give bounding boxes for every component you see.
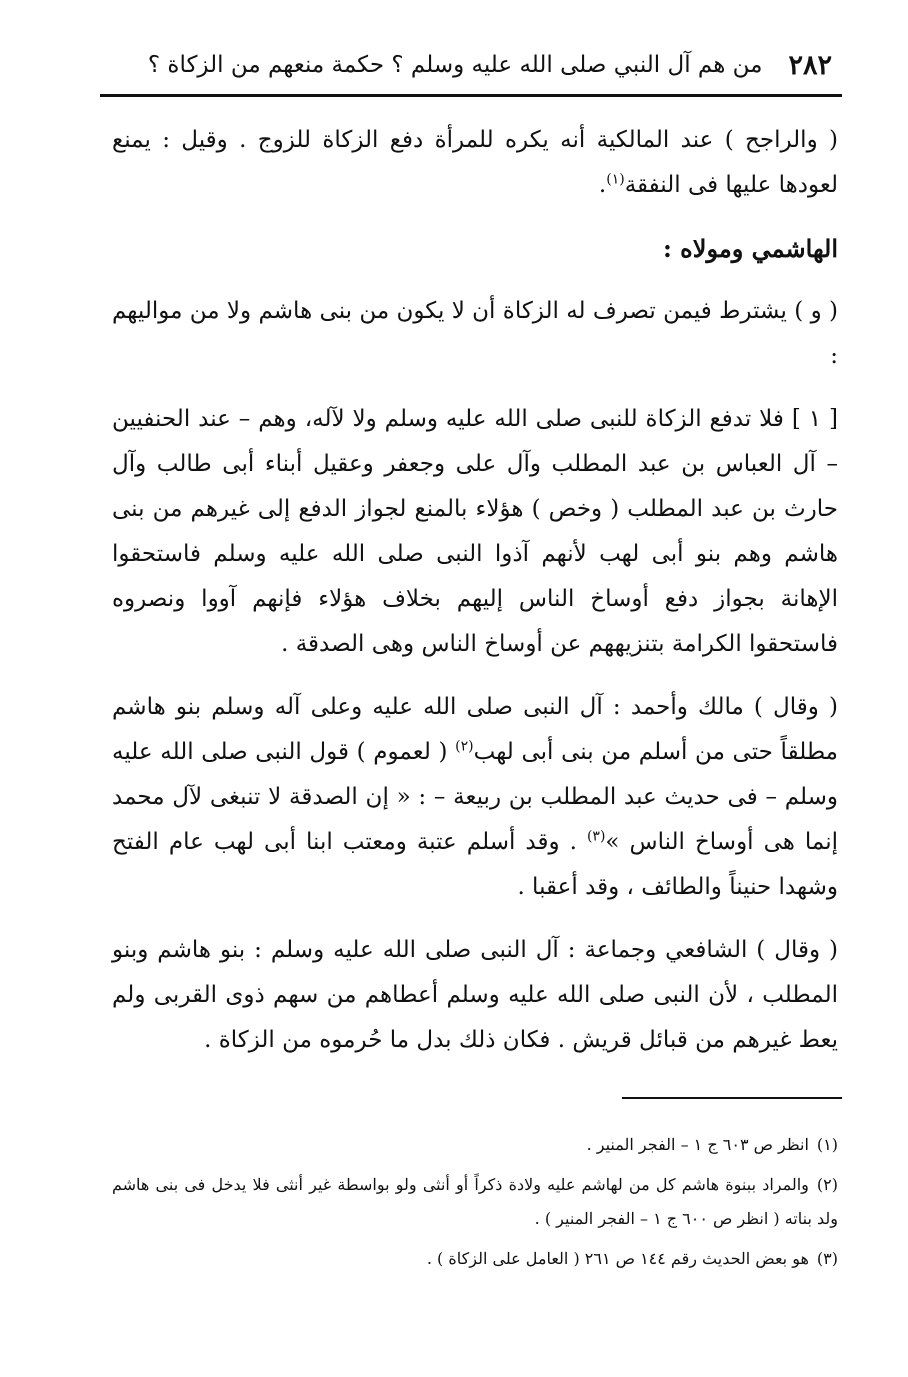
paragraph-text: ( والراجح ) عند المالكية أنه يكره للمرأة دفع الزكاة للزوج . وقيل : يمنع لعودها عليها فى النفقة: [112, 127, 838, 198]
footnote-reference-3: (٣): [586, 828, 606, 845]
paragraph-hanafi-view: [ ١ ] فلا تدفع الزكاة للنبى صلى الله عليه وسلم ولا لآله، وهم – عند الحنفيين – آل العباس بن عبد المطلب وآل على وجعفر وعقيل أبناء أبى طالب وآل حارث بن عبد المطلب ( وخص ) هؤلاء بالمنع لجواز الدفع إلى غيرهم من بنى هاشم وهم بنو أبى لهب لأنهم آذوا النبى صلى الله عليه وسلم فاستحقوا الإهانة بجواز دفع أوساخ الناس إليهم بخلاف هؤلاء فإنهم آووا ونصروه فاستحقوا الكرامة بتنزيههم عن أوساخ الناس وهى الصدقة .: [112, 406, 838, 657]
footnote-2: [112, 1168, 838, 1236]
footnote-separator: [622, 1097, 842, 1099]
header-rule: [100, 94, 842, 97]
footnote-1: [112, 1128, 838, 1162]
running-title: من هم آل النبي صلى الله عليه وسلم ؟ حكمة منعهم من الزكاة ؟: [147, 52, 763, 78]
footnote-text: انظر ص ٦٠٣ ج ١ – الفجر المنير .: [586, 1135, 809, 1154]
page-header: [100, 40, 832, 90]
section-heading: الهاشمي ومولاه :: [662, 234, 838, 263]
paragraph-preferred-opinion: [112, 118, 838, 208]
paragraph-malik-ahmad-view: [112, 685, 838, 910]
footnote-number: (٣): [816, 1249, 838, 1268]
paragraph-condition: ( و ) يشترط فيمن تصرف له الزكاة أن لا يكون من بنى هاشم ولا من مواليهم :: [112, 298, 838, 369]
page-number: ٢٨٢: [788, 49, 832, 81]
paragraph-end: .: [598, 172, 607, 198]
paragraph-shafii-view: ( وقال ) الشافعي وجماعة : آل النبى صلى الله عليه وسلم : بنو هاشم وبنو المطلب ، لأن النبى صلى الله عليه وسلم أعطاهم من سهم ذوى القربى ولم يعط غيرهم من قبائل قريش . فكان ذلك بدل ما حُرموه من الزكاة .: [112, 937, 838, 1053]
footnotes: [112, 1128, 838, 1282]
paragraph-text: . وقد أسلم عتبة ومعتب ابنا أبى لهب عام الفتح وشهدا حنيناً والطائف ، وقد أعقبا .: [112, 829, 838, 900]
footnote-reference-2: (٢): [455, 738, 474, 755]
footnote-number: (٢): [816, 1175, 838, 1194]
main-text: [112, 118, 838, 1081]
footnote-3: [112, 1242, 838, 1276]
footnote-reference-1: (١): [606, 171, 625, 188]
footnote-text: والمراد ببنوة هاشم كل من لهاشم عليه ولادة ذكراً أو أنثى ولو بواسطة غير أنثى فلا يدخل فى بنى هاشم ولد بناته ( انظر ص ٦٠٠ ج ١ – الفجر المنير ) .: [112, 1175, 838, 1228]
paragraph-text: ( وقال ) مالك وأحمد : آل النبى صلى الله عليه وعلى آله وسلم بنو هاشم مطلقاً حتى من أسلم من بنى أبى لهب: [112, 694, 839, 765]
footnote-text: هو بعض الحديث رقم ١٤٤ ص ٢٦١ ( العامل على الزكاة ) .: [426, 1249, 809, 1268]
footnote-number: (١): [816, 1135, 838, 1154]
paragraph-text: ( لعموم ) قول النبى صلى الله عليه وسلم – فى حديث عبد المطلب بن ربيعة – : « إن الصدقة لا تنبغى لآل محمد إنما هى أوساخ الناس »: [112, 739, 838, 855]
